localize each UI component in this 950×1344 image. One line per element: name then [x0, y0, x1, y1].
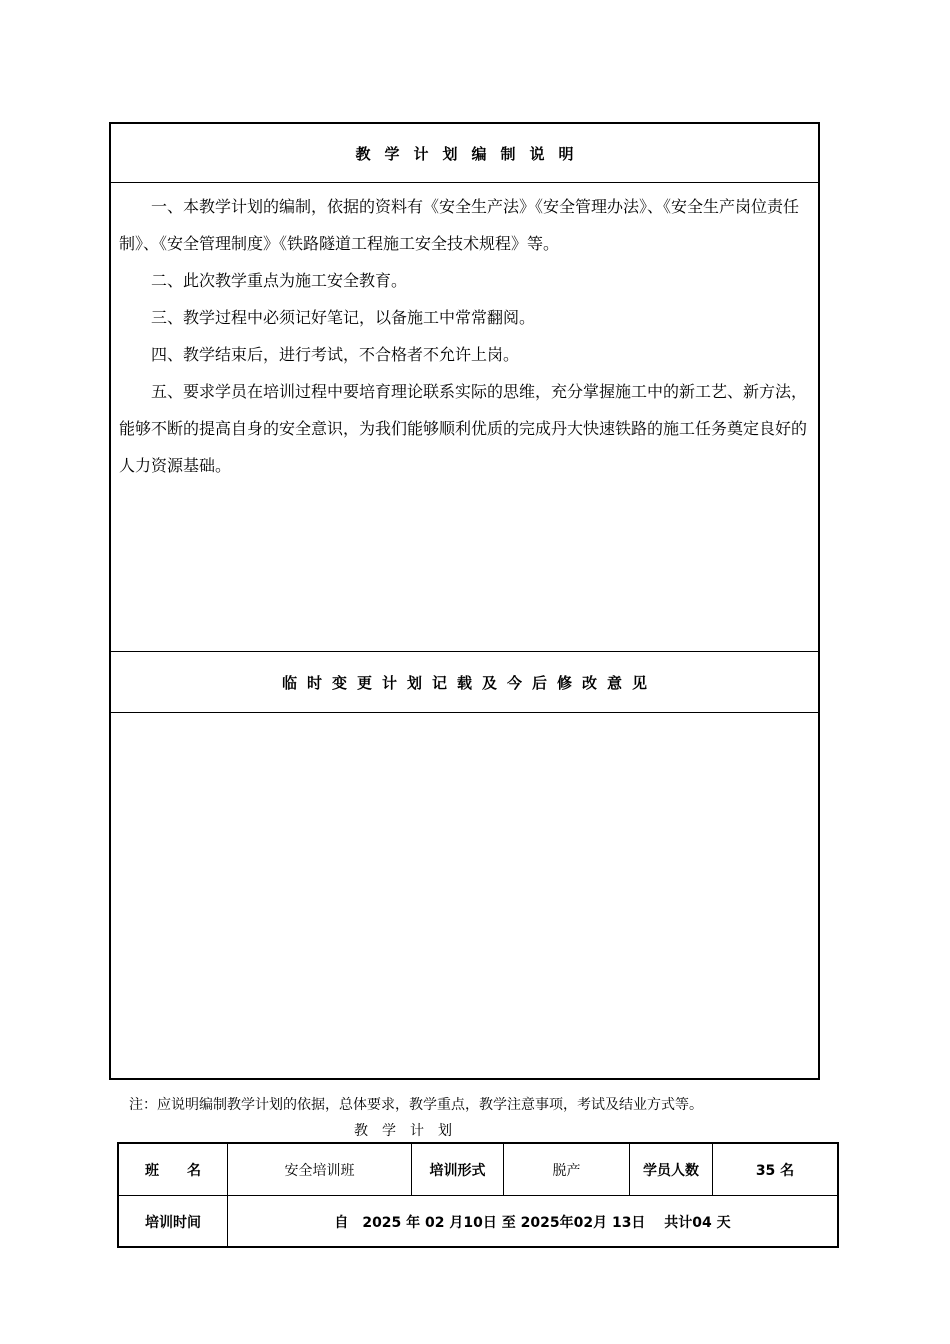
- plan-note-paragraph-3: 三、教学过程中必须记好笔记，以备施工中常常翻阅。: [151, 308, 536, 327]
- training-form-label: 培训形式: [429, 1162, 486, 1179]
- teaching-plan-caption: 教学计划: [354, 1123, 466, 1139]
- training-form-value: 脱产: [552, 1162, 581, 1179]
- plan-note-paragraph-1: 一、本教学计划的编制，依据的资料有《安全生产法》《安全管理办法》、《安全生产岗位责任制》、《安全管理制度》《铁路隧道工程施工安全技术规程》等。: [119, 197, 800, 253]
- class-name-label: 班 名: [145, 1162, 201, 1179]
- footnote: 注：应说明编制教学计划的依据，总体要求，教学重点，教学注意事项，考试及结业方式等。: [129, 1097, 703, 1113]
- plan-notes-frame: [109, 122, 820, 1080]
- trainee-count-value: 35 名: [755, 1162, 795, 1179]
- change-record-title: 临时变更计划记载及今后修改意见: [111, 651, 818, 713]
- teaching-plan-table: [117, 1142, 839, 1248]
- training-time-label: 培训时间: [145, 1215, 201, 1231]
- plan-note-paragraph-2: 二、此次教学重点为施工安全教育。: [151, 271, 408, 290]
- plan-notes-body: [119, 188, 812, 484]
- plan-notes-title: 教学计划编制说明: [111, 124, 818, 183]
- class-name-value: 安全培训班: [284, 1162, 355, 1179]
- change-record-content: [119, 720, 810, 1070]
- training-time-value: 自 2025 年 02 月10日 至 2025年02月 13日 共计04 天: [334, 1215, 731, 1231]
- plan-note-paragraph-4: 四、教学结束后，进行考试，不合格者不允许上岗。: [151, 345, 520, 364]
- trainee-count-label: 学员人数: [643, 1162, 699, 1179]
- plan-note-paragraph-5: 五、要求学员在培训过程中要培育理论联系实际的思维，充分掌握施工中的新工艺、新方法，能够不断的提高自身的安全意识，为我们能够顺利优质的完成丹大快速铁路的施工任务奠定良好的人力资源基础。: [119, 382, 808, 475]
